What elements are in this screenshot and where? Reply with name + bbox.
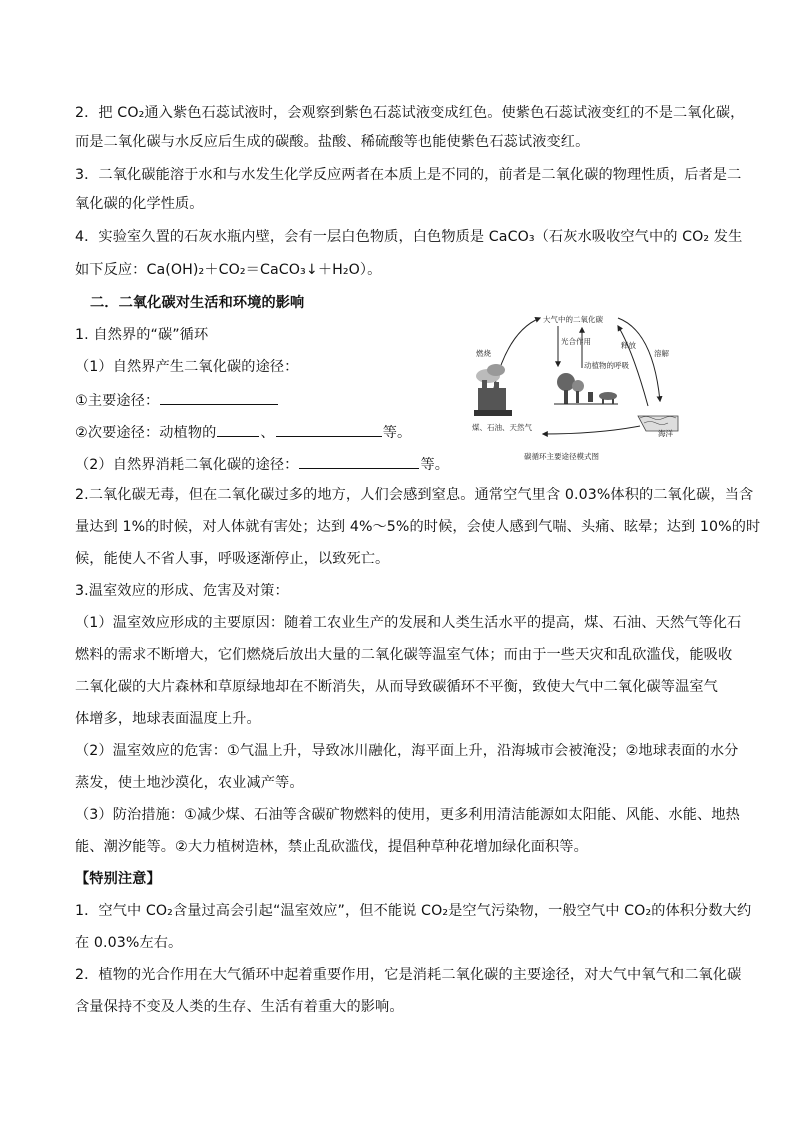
note-2-line-1: 2．把 CO₂通入紫色石蕊试液时，会观察到紫色石蕊试液变成红色。使紫色石蕊试液变红的不是二氧化碳，	[75, 105, 745, 121]
factory-icon	[474, 364, 512, 416]
ocean-to-fuels-arrow	[543, 426, 640, 434]
measure-line-1: （3）防治措施：①减少煤、石油等含碳矿物燃料的使用，更多利用清洁能源如太阳能、风能、水能、地热	[75, 807, 740, 823]
harm-line-2: 蒸发，使土地沙漠化，农业减产等。	[75, 775, 304, 791]
note-3-line-2: 氧化碳的化学性质。	[75, 196, 204, 212]
atmosphere-label: 大气中的二氧化碳	[543, 315, 603, 324]
item-2-line-1: 2.二氧化碳无毒，但在二氧化碳过多的地方，人们会感到窒息。通常空气里含 0.03%体积的二氧化碳，当含	[75, 487, 754, 503]
dissolve-arrow	[618, 318, 660, 401]
special-2-line-2: 含量保持不变及人类的生存、生活有着重大的影响。	[75, 999, 404, 1015]
fossil-fuels-label: 煤、石油、天然气	[472, 423, 532, 432]
cause-line-3: 二氧化碳的大片森林和草原绿地却在不断消失，从而导致碳循环不平衡，致使大气中二氧化碳等温室气	[75, 679, 718, 695]
special-1-line-1: 1．空气中 CO₂含量过高会引起“温室效应”，但不能说 CO₂是空气污染物，一般空气中 CO₂的体积分数大约	[75, 903, 752, 919]
plants-animals-icon	[554, 373, 618, 404]
minor-route-separator: 、	[260, 425, 275, 441]
carbon-cycle-diagram	[468, 306, 680, 472]
minor-route-line	[75, 422, 411, 442]
cause-line-2: 燃料的需求不断增大，它们燃烧后放出大量的二氧化碳等温室气体；而由于一些天灾和乱砍滥伐，能吸收	[75, 647, 733, 663]
section-2-heading: 二．二氧化碳对生活和环境的影响	[90, 295, 305, 311]
special-1-line-2: 在 0.03%左右。	[75, 935, 183, 951]
co2-consumption-blank[interactable]	[299, 454, 419, 469]
release-label: 释放	[621, 341, 636, 350]
diagram-caption: 碳循环主要途径模式图	[524, 452, 599, 461]
burning-label: 燃烧	[476, 349, 491, 358]
note-2-line-2: 而是二氧化碳与水反应后生成的碳酸。盐酸、稀硫酸等也能使紫色石蕊试液变红。	[75, 134, 590, 150]
cause-line-4: 体增多，地球表面温度上升。	[75, 711, 261, 727]
respiration-label: 动植物的呼吸	[584, 361, 629, 370]
carbon-cycle-title: 1. 自然界的“碳”循环	[75, 327, 209, 343]
note-4-line-2: 如下反应：Ca(OH)₂＋CO₂＝CaCO₃↓＋H₂O）。	[75, 262, 382, 278]
co2-consumption-question: （2）自然界消耗二氧化碳的途径：	[75, 457, 299, 473]
item-2-line-3: 候，能使人不省人事，呼吸逐渐停止，以致死亡。	[75, 551, 390, 567]
special-notes-heading: 【特别注意】	[75, 871, 161, 887]
measure-line-2: 能、潮汐能等。②大力植树造林，禁止乱砍滥伐，提倡种草种花增加绿化面积等。	[75, 839, 588, 855]
note-3-line-1: 3．二氧化碳能溶于水和与水发生化学反应两者在本质上是不同的，前者是二氧化碳的物理性质，后者是二	[75, 167, 742, 183]
note-4-line-1: 4．实验室久置的石灰水瓶内壁，会有一层白色物质，白色物质是 CaCO₃（石灰水吸收空气中的 CO₂ 发生	[75, 229, 743, 245]
item-2-line-2: 量达到 1%的时候，对人体就有害处；达到 4%～5%的时候，会使人感到气喘、头痛、眩晕；达到 10%的时	[75, 519, 761, 535]
ocean-label: 海洋	[658, 429, 673, 438]
main-route-line	[75, 390, 279, 410]
co2-consumption-line	[75, 454, 449, 474]
dissolve-label: 溶解	[654, 349, 669, 358]
minor-route-label: ②次要途径：动植物的	[75, 425, 217, 441]
harm-line-1: （2）温室效应的危害：①气温上升，导致冰川融化，海平面上升，沿海城市会被淹没；②地球表面的水分	[75, 743, 739, 759]
burning-arrow	[494, 318, 540, 388]
special-2-line-1: 2．植物的光合作用在大气循环中起着重要作用，它是消耗二氧化碳的主要途径，对大气中氧气和二氧化碳	[75, 967, 742, 983]
cause-line-1: （1）温室效应形成的主要原因：随着工农业生产的发展和人类生活水平的提高，煤、石油、天然气等化石	[75, 615, 742, 631]
co2-consumption-end: 等。	[420, 457, 450, 473]
photosynthesis-label: 光合作用	[561, 337, 591, 346]
minor-route-blank-2[interactable]	[276, 422, 382, 437]
co2-sources-question: （1）自然界产生二氧化碳的途径：	[75, 359, 299, 375]
main-route-blank[interactable]	[160, 390, 278, 405]
item-3-title: 3.温室效应的形成、危害及对策：	[75, 583, 289, 599]
minor-route-blank-1[interactable]	[217, 422, 259, 437]
minor-route-end: 等。	[382, 425, 412, 441]
main-route-label: ①主要途径：	[75, 393, 160, 409]
